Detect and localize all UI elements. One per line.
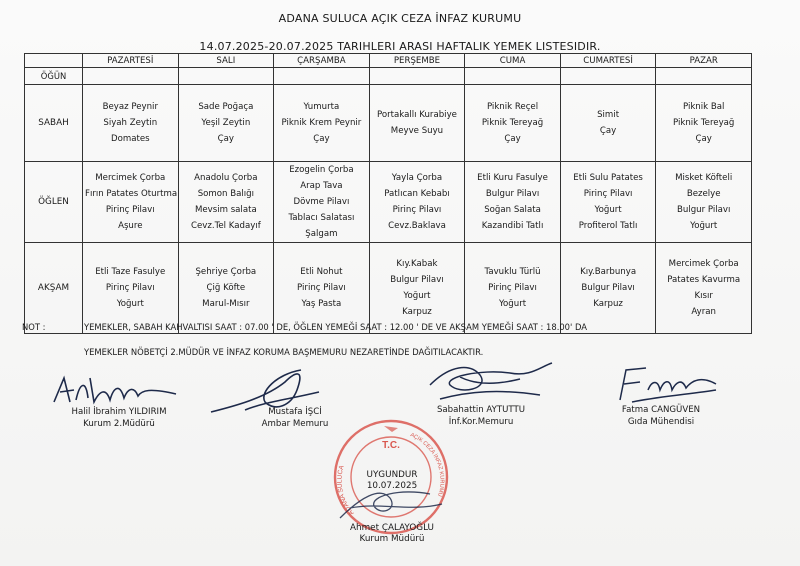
table-row xyxy=(25,243,752,334)
menu-item: Çiğ Köfte xyxy=(206,283,246,293)
day-header: PAZAR xyxy=(656,54,752,68)
menu-item: Karpuz xyxy=(402,307,432,317)
menu-item: Patates Kavurma xyxy=(667,275,741,285)
menu-item: Etli Nohut xyxy=(300,267,343,277)
menu-item: Çay xyxy=(504,134,521,144)
signatory-title: Kurum 2.Müdürü xyxy=(83,419,155,429)
menu-item: Siyah Zeytin xyxy=(103,118,158,128)
menu-item: Cevz.Baklava xyxy=(388,221,446,231)
approver-title: Kurum Müdürü xyxy=(359,534,425,544)
menu-item: Kıy.Barbunya xyxy=(580,267,637,277)
menu-cell xyxy=(274,85,370,162)
signatory-name: Sabahattin AYTUTTU xyxy=(436,405,526,415)
menu-cell xyxy=(656,85,752,162)
menu-item: Mercimek Çorba xyxy=(668,259,739,269)
menu-item: Bezelye xyxy=(686,189,721,199)
menu-cell xyxy=(178,162,274,243)
header-corner-cell xyxy=(25,54,83,68)
menu-item: Patlıcan Kebabı xyxy=(384,189,450,199)
menu-item: Karpuz xyxy=(593,299,623,309)
menu-item: Yaş Pasta xyxy=(301,299,342,309)
menu-item: Pirinç Pilavı xyxy=(297,283,346,293)
signatory-name: Fatma CANGÜVEN xyxy=(621,405,701,415)
menu-cell xyxy=(274,162,370,243)
menu-cell xyxy=(560,243,656,334)
day-header: ÇARŞAMBA xyxy=(274,54,370,68)
menu-item: Çay xyxy=(695,134,712,144)
menu-cell xyxy=(369,85,465,162)
menu-item: Yeşil Zeytin xyxy=(201,118,251,128)
menu-cell xyxy=(83,243,179,334)
menu-item: Fırın Patates Oturtma xyxy=(85,189,178,199)
menu-item: Etli Sulu Patates xyxy=(573,173,643,183)
menu-item: Beyaz Peynir xyxy=(102,102,158,112)
approval-date: 10.07.2025 xyxy=(366,481,418,491)
menu-item: Misket Köfteli xyxy=(675,173,733,183)
menu-item: Dövme Pilavı xyxy=(293,197,350,207)
menu-item: Çay xyxy=(599,126,617,136)
signature-scrawl-3 xyxy=(420,355,560,410)
menu-item: Portakallı Kurabiye xyxy=(376,110,457,120)
menu-item: Marul-Mısır xyxy=(202,299,250,309)
menu-item: Şehriye Çorba xyxy=(195,267,257,277)
menu-item: Yumurta xyxy=(303,102,340,112)
menu-item: Yoğurt xyxy=(116,299,144,309)
menu-cell xyxy=(369,162,465,243)
signatory-title: Gıda Mühendisi xyxy=(627,417,695,427)
day-header: SALI xyxy=(178,54,274,68)
signatory-block xyxy=(586,404,736,428)
menu-cell xyxy=(465,243,561,334)
menu-item: Piknik Tereyağ xyxy=(481,118,544,128)
menu-item: Kıy.Kabak xyxy=(396,259,438,269)
menu-cell xyxy=(465,162,561,243)
menu-cell xyxy=(178,85,274,162)
menu-item: Aşure xyxy=(118,221,143,231)
note-label: NOT : xyxy=(22,322,46,332)
menu-item: Kısır xyxy=(694,291,713,301)
day-header: PAZARTESİ xyxy=(83,54,179,68)
menu-cell xyxy=(465,85,561,162)
menu-item: Cevz.Tel Kadayıf xyxy=(190,221,261,231)
menu-item: Anadolu Çorba xyxy=(194,173,258,183)
stamp-left-arc: ADANA SULUCA xyxy=(336,464,356,517)
day-header: CUMA xyxy=(465,54,561,68)
menu-item: Yoğurt xyxy=(690,221,718,231)
menu-item: Bulgur Pilavı xyxy=(581,283,635,293)
menu-item: Soğan Salata xyxy=(484,205,541,215)
menu-item: Bulgur Pilavı xyxy=(485,189,540,199)
signatory-name: Mustafa İŞCİ xyxy=(268,407,322,417)
menu-item: Bulgur Pilavı xyxy=(676,205,731,215)
meal-name: ÖĞLEN xyxy=(25,162,83,243)
note-meal-times: YEMEKLER, SABAH KAHVALTISI SAAT : 07.00 ' DE, ÖĞLEN YEMEĞİ SAAT : 12.00 ' DE VE AKŞAM YEMEĞİ SAAT : 18.00' DA xyxy=(84,322,588,332)
menu-cell xyxy=(656,243,752,334)
table-header-row xyxy=(25,54,752,68)
approver-name: Ahmet ÇALAYOĞLU xyxy=(350,523,434,533)
menu-item: Piknik Krem Peynir xyxy=(281,118,362,128)
menu-item: Somon Balığı xyxy=(197,189,254,199)
menu-cell xyxy=(83,162,179,243)
menu-cell xyxy=(83,85,179,162)
day-header: CUMARTESİ xyxy=(560,54,656,68)
menu-item: Tavuklu Türlü xyxy=(484,267,541,277)
stamp-right-arc: AÇIK CEZA İNFAZ KURUMU xyxy=(409,432,445,498)
meal-column-label: ÖĞÜN xyxy=(25,68,83,85)
menu-item: Yoğurt xyxy=(403,291,431,301)
meal-name: AKŞAM xyxy=(25,243,83,334)
menu-cell xyxy=(656,162,752,243)
menu-item: Yoğurt xyxy=(594,205,622,215)
menu-item: Yoğurt xyxy=(498,299,527,309)
menu-item: Ayran xyxy=(691,307,716,317)
menu-item: Etli Kuru Fasulye xyxy=(477,173,548,183)
note-distribution: YEMEKLER NÖBETÇİ 2.MÜDÜR VE İNFAZ KORUMA BAŞMEMURU NEZARETİNDE DAĞITILACAKTIR. xyxy=(84,347,484,357)
menu-item: Kazandibi Tatlı xyxy=(481,221,544,231)
menu-item: Simit xyxy=(597,110,620,120)
signatory-title: İnf.Kor.Memuru xyxy=(448,417,514,427)
menu-item: Pirinç Pilavı xyxy=(105,205,155,215)
menu-item: Çay xyxy=(313,134,330,144)
menu-item: Yayla Çorba xyxy=(391,173,443,183)
menu-item: Tablacı Salatası xyxy=(288,213,355,223)
approval-status: UYGUNDUR xyxy=(366,470,418,480)
meal-name: SABAH xyxy=(25,85,83,162)
signature-scrawl-4 xyxy=(612,360,722,410)
menu-item: Pirinç Pilavı xyxy=(583,189,633,199)
menu-item: Meyve Suyu xyxy=(390,126,444,136)
menu-item: Mercimek Çorba xyxy=(95,173,166,183)
menu-cell xyxy=(369,243,465,334)
menu-item: Etli Taze Fasulye xyxy=(95,267,166,277)
menu-item: Şalgam xyxy=(305,229,338,239)
menu-item: Piknik Bal xyxy=(682,102,725,112)
menu-item: Mevsim salata xyxy=(194,205,257,215)
menu-cell xyxy=(274,243,370,334)
meal-label-row xyxy=(25,68,752,85)
menu-item: Profiterol Tatlı xyxy=(578,221,638,231)
menu-item: Domates xyxy=(110,134,150,144)
day-header: PERŞEMBE xyxy=(369,54,465,68)
signatory-block xyxy=(44,406,194,430)
table-row xyxy=(25,162,752,243)
menu-item: Bulgur Pilavı xyxy=(390,275,444,285)
menu-item: Çay xyxy=(217,134,235,144)
menu-item: Piknik Tereyağ xyxy=(672,118,735,128)
signatory-name: Halil İbrahim YILDIRIM xyxy=(71,407,167,417)
document-subtitle: 14.07.2025-20.07.2025 TARIHLERI ARASI HAFTALIK YEMEK LISTESIDIR. xyxy=(199,40,601,53)
menu-item: Pirinç Pilavı xyxy=(105,283,155,293)
menu-item: Piknik Reçel xyxy=(486,102,539,112)
weekly-menu-table xyxy=(24,53,752,334)
menu-item: Pirinç Pilavı xyxy=(488,283,537,293)
menu-item: Arap Tava xyxy=(300,181,343,191)
menu-item: Sade Poğaça xyxy=(198,102,254,112)
stamp-top-text: T.C. xyxy=(382,440,400,451)
signatory-title: Ambar Memuru xyxy=(261,419,329,429)
menu-cell xyxy=(560,162,656,243)
menu-item: Pirinç Pilavı xyxy=(392,205,442,215)
institution-title: ADANA SULUCA AÇIK CEZA İNFAZ KURUMU xyxy=(278,12,522,25)
menu-cell xyxy=(560,85,656,162)
menu-cell xyxy=(178,243,274,334)
menu-item: Ezogelin Çorba xyxy=(289,165,354,175)
table-row xyxy=(25,85,752,162)
